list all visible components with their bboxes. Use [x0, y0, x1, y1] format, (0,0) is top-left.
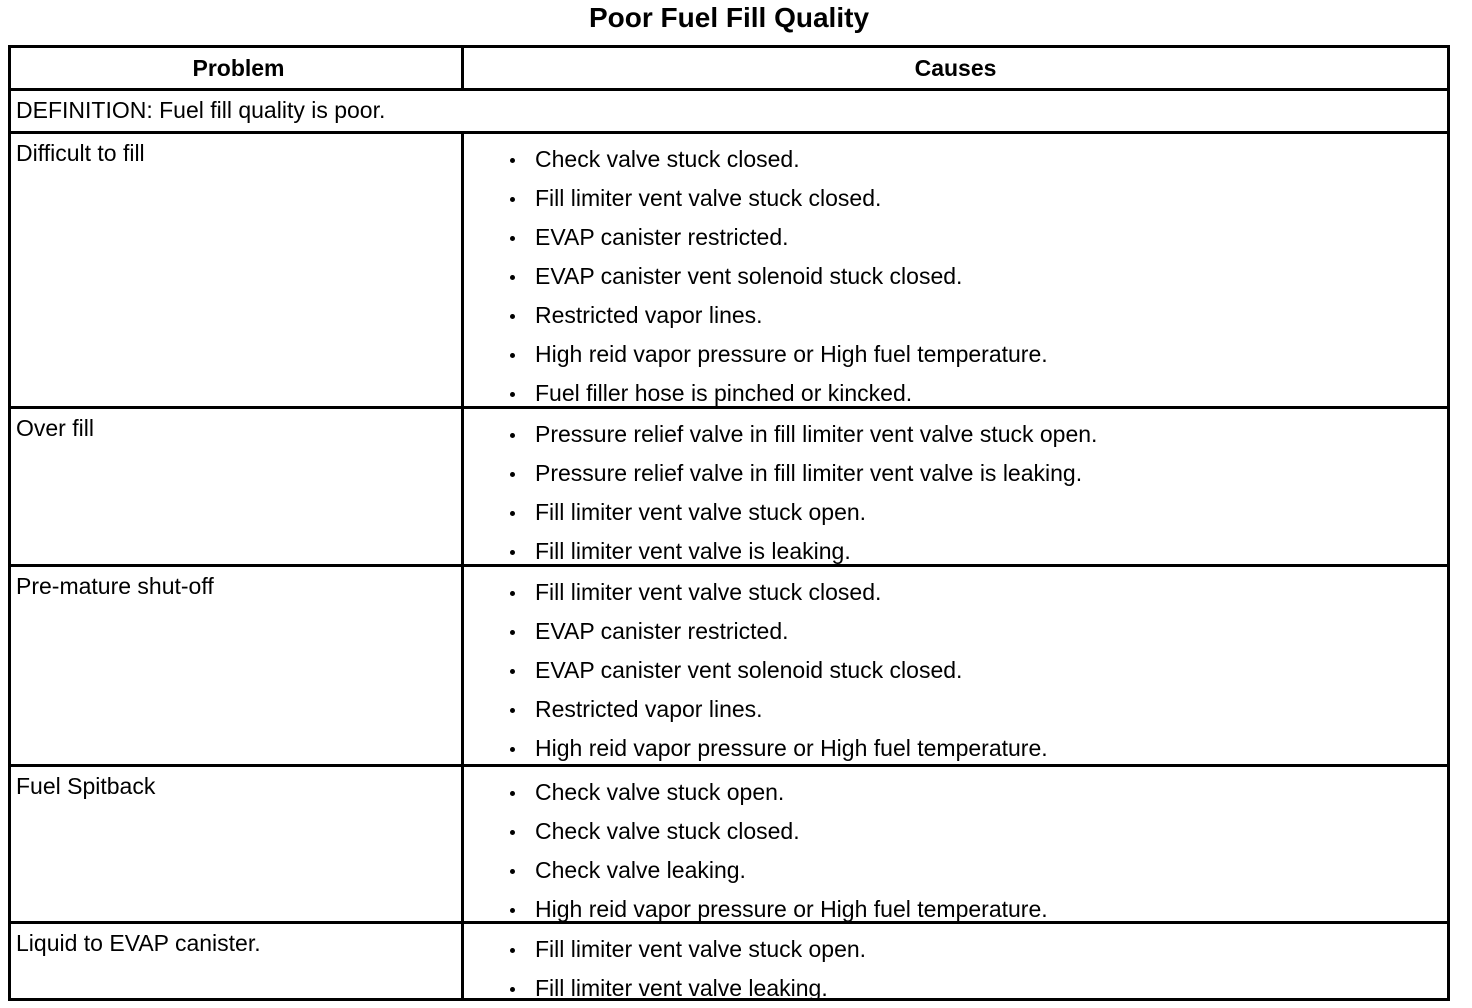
- cause-item: High reid vapor pressure or High fuel temperature.: [464, 890, 1447, 929]
- cause-item: Fill limiter vent valve stuck open.: [464, 493, 1447, 532]
- causes-cell: [464, 409, 1447, 564]
- problem-cell: Difficult to fill: [11, 134, 464, 406]
- cause-item: Pressure relief valve in fill limiter vent valve stuck open.: [464, 415, 1447, 454]
- cause-item: Fuel filler hose is pinched or kincked.: [464, 374, 1447, 413]
- cause-item: EVAP canister vent solenoid stuck closed.: [464, 651, 1447, 690]
- cause-item: High reid vapor pressure or High fuel temperature.: [464, 335, 1447, 374]
- causes-list: [464, 767, 1447, 929]
- cause-item: High reid vapor pressure or High fuel temperature.: [464, 729, 1447, 768]
- problem-cell: Over fill: [11, 409, 464, 564]
- problem-cell: Pre-mature shut-off: [11, 567, 464, 764]
- cause-item: Restricted vapor lines.: [464, 690, 1447, 729]
- table-row: [11, 764, 1447, 921]
- causes-cell: [464, 567, 1447, 764]
- problem-cell: Liquid to EVAP canister.: [11, 924, 464, 998]
- cause-item: Check valve stuck closed.: [464, 140, 1447, 179]
- causes-cell: [464, 134, 1447, 406]
- causes-cell: [464, 767, 1447, 921]
- table-row: [11, 131, 1447, 406]
- cause-item: Pressure relief valve in fill limiter vent valve is leaking.: [464, 454, 1447, 493]
- table-row: [11, 406, 1447, 564]
- cause-item: Fill limiter vent valve stuck closed.: [464, 179, 1447, 218]
- cause-item: Check valve stuck closed.: [464, 812, 1447, 851]
- cause-item: EVAP canister restricted.: [464, 218, 1447, 257]
- table-row: [11, 921, 1447, 1001]
- causes-list: [464, 134, 1447, 413]
- definition-row: [11, 88, 1447, 131]
- causes-list: [464, 924, 1447, 1008]
- cause-item: Check valve leaking.: [464, 851, 1447, 890]
- causes-list: [464, 409, 1447, 571]
- cause-item: Fill limiter vent valve stuck open.: [464, 930, 1447, 969]
- page-title: Poor Fuel Fill Quality: [588, 2, 870, 33]
- definition-text: DEFINITION: Fuel fill quality is poor.: [16, 97, 386, 123]
- header-causes: Causes: [914, 55, 997, 81]
- cause-item: EVAP canister restricted.: [464, 612, 1447, 651]
- cause-item: Fill limiter vent valve leaking.: [464, 969, 1447, 1008]
- cause-item: Fill limiter vent valve is leaking.: [464, 532, 1447, 571]
- cause-item: EVAP canister vent solenoid stuck closed.: [464, 257, 1447, 296]
- cause-item: Restricted vapor lines.: [464, 296, 1447, 335]
- fuel-fill-table: [8, 45, 1450, 1001]
- causes-list: [464, 567, 1447, 768]
- table-header-row: [11, 48, 1447, 88]
- cause-item: Fill limiter vent valve stuck closed.: [464, 573, 1447, 612]
- causes-cell: [464, 924, 1447, 1001]
- problem-cell: Fuel Spitback: [11, 767, 464, 921]
- header-problem: Problem: [11, 48, 464, 88]
- cause-item: Check valve stuck open.: [464, 773, 1447, 812]
- table-row: [11, 564, 1447, 764]
